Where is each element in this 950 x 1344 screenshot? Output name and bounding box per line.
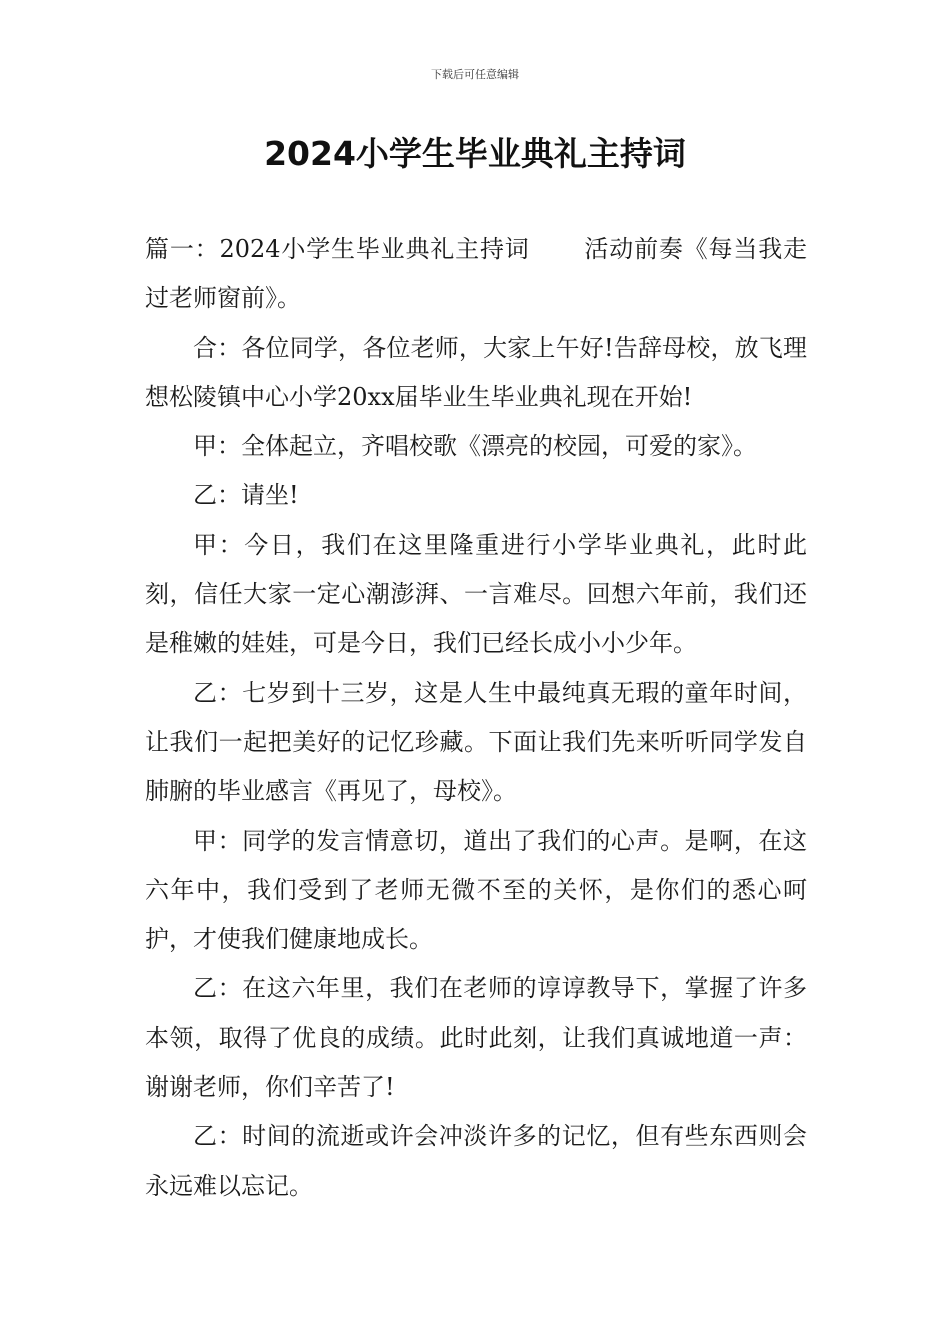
document-title: 2024小学生毕业典礼主持词 bbox=[264, 134, 686, 173]
paragraph: 乙：在这六年里，我们在老师的谆谆教导下，掌握了许多本领，取得了优良的成绩。此时此刻，让我们真诚地道一声：谢谢老师，你们辛苦了! bbox=[145, 974, 807, 1102]
document-body bbox=[145, 225, 807, 1211]
header-note: 下载后可任意编辑 bbox=[431, 68, 519, 81]
paragraph: 甲：全体起立，齐唱校歌《漂亮的校园，可爱的家》。 bbox=[193, 432, 757, 461]
intro-part-b: 活动前奏《每当我走过老师窗前》。 bbox=[145, 235, 808, 313]
paragraph: 甲：同学的发言情意切，道出了我们的心声。是啊，在这六年中，我们受到了老师无微不至的关怀，是你们的悉心呵护，才使我们健康地成长。 bbox=[145, 826, 807, 954]
paragraph: 乙：时间的流逝或许会冲淡许多的记忆，但有些东西则会永远难以忘记。 bbox=[145, 1122, 807, 1200]
intro-part-a: 篇一：2024小学生毕业典礼主持词 bbox=[145, 235, 530, 263]
paragraph: 乙：请坐! bbox=[193, 481, 299, 510]
paragraph: 甲：今日，我们在这里隆重进行小学毕业典礼，此时此刻，信任大家一定心潮澎湃、一言难尽。回想六年前，我们还是稚嫩的娃娃，可是今日，我们已经长成小小少年。 bbox=[145, 530, 807, 658]
paragraph: 乙：七岁到十三岁，这是人生中最纯真无瑕的童年时间，让我们一起把美好的记忆珍藏。下面让我们先来听听同学发自肺腑的毕业感言《再见了，母校》。 bbox=[145, 678, 807, 806]
intro-paragraph bbox=[145, 225, 807, 324]
paragraph: 合：各位同学，各位老师，大家上午好!告辞母校，放飞理想松陵镇中心小学20xx届毕业生毕业典礼现在开始! bbox=[145, 333, 807, 411]
